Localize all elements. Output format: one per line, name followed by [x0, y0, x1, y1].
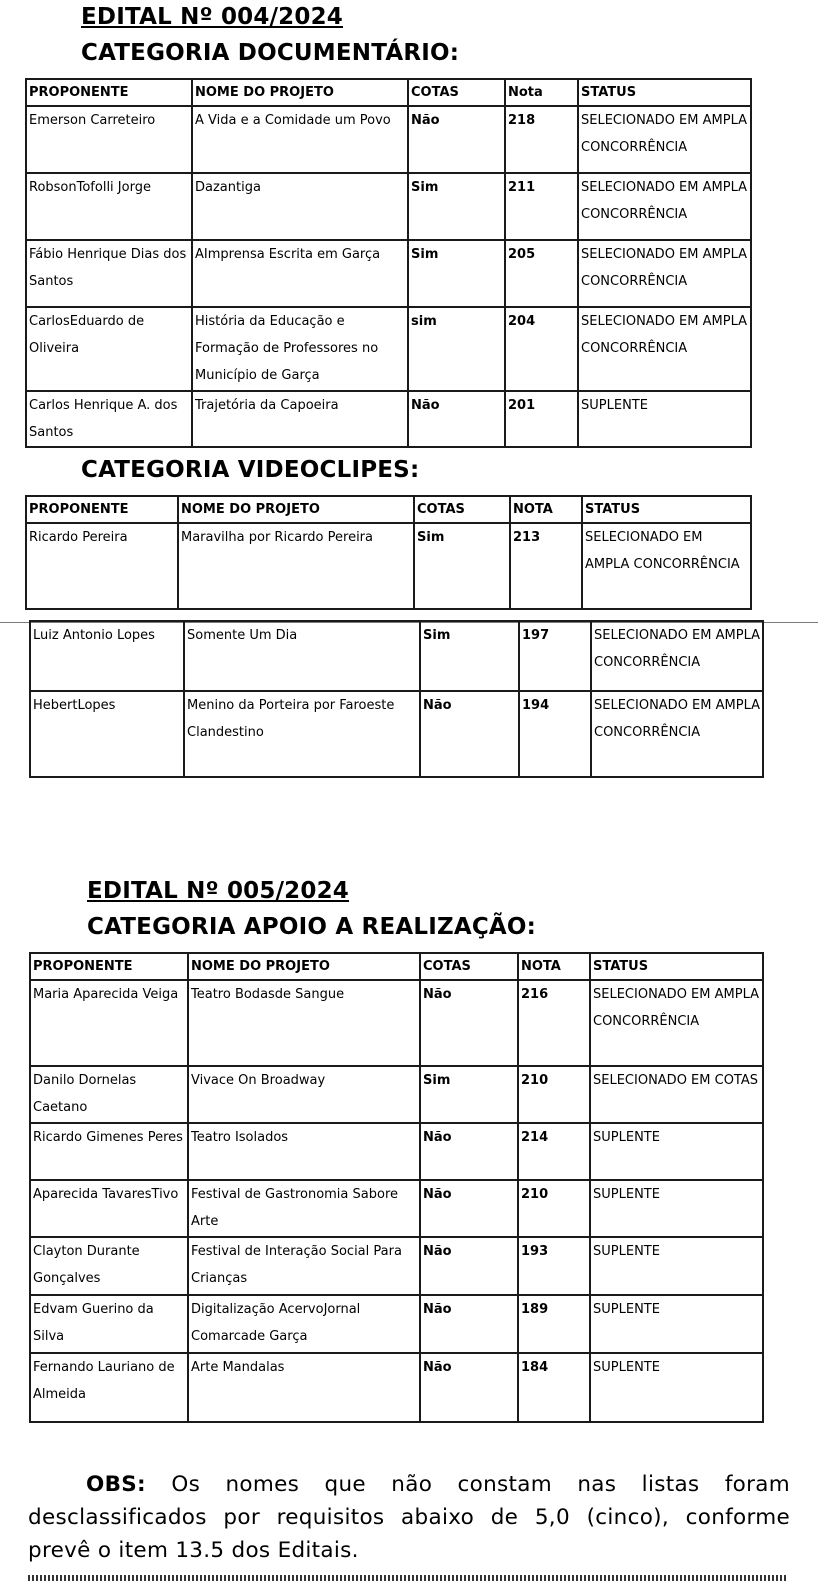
- table-row: [30, 1353, 763, 1422]
- cell-nota: 184: [518, 1353, 590, 1422]
- cell-nota: 211: [505, 173, 578, 240]
- cell-status: SELECIONADO EM AMPLA CONCORRÊNCIA: [591, 691, 763, 777]
- header-nome-do-projeto: NOME DO PROJETO: [192, 79, 408, 106]
- table-row: [30, 1066, 763, 1123]
- cell-projeto: A Vida e a Comidade um Povo: [192, 106, 408, 173]
- cell-nota: 194: [519, 691, 591, 777]
- obs-label: OBS:: [86, 1472, 146, 1497]
- dotted-rule: [28, 1575, 788, 1581]
- cell-proponente: HebertLopes: [30, 691, 184, 777]
- cell-status: SELECIONADO EM AMPLA CONCORRÊNCIA: [578, 173, 751, 240]
- cell-proponente: CarlosEduardo de Oliveira: [26, 307, 192, 391]
- table-header-row: [30, 953, 763, 980]
- cell-projeto: Festival de Interação Social Para Crianças: [188, 1237, 420, 1295]
- cell-projeto: Maravilha por Ricardo Pereira: [178, 523, 414, 609]
- header-status: STATUS: [578, 79, 751, 106]
- cell-proponente: Emerson Carreteiro: [26, 106, 192, 173]
- videoclipes-table-continued: [29, 620, 764, 778]
- table-row: [26, 240, 751, 307]
- header-nota: NOTA: [510, 496, 582, 523]
- cell-proponente: Aparecida TavaresTivo: [30, 1180, 188, 1237]
- cell-status: SELECIONADO EM AMPLA CONCORRÊNCIA: [590, 980, 763, 1066]
- cell-proponente: Fernando Lauriano de Almeida: [30, 1353, 188, 1422]
- cell-status: SELECIONADO EM AMPLA CONCORRÊNCIA: [591, 621, 763, 691]
- cell-status: SUPLENTE: [590, 1295, 763, 1353]
- category-videoclipes-heading: CATEGORIA VIDEOCLIPES:: [81, 457, 420, 483]
- cell-status: SUPLENTE: [590, 1237, 763, 1295]
- cell-cotas: Sim: [408, 240, 505, 307]
- cell-nota: 216: [518, 980, 590, 1066]
- table-row: [26, 391, 751, 447]
- edital-004-title: EDITAL Nº 004/2024: [81, 4, 343, 30]
- header-cotas: COTAS: [414, 496, 510, 523]
- table-row: [30, 980, 763, 1066]
- cell-projeto: Teatro Isolados: [188, 1123, 420, 1180]
- cell-proponente: Danilo Dornelas Caetano: [30, 1066, 188, 1123]
- header-proponente: PROPONENTE: [30, 953, 188, 980]
- obs-paragraph: [28, 1468, 790, 1567]
- table-row: [30, 621, 763, 691]
- cell-status: SUPLENTE: [590, 1180, 763, 1237]
- cell-projeto: Festival de Gastronomia Sabore Arte: [188, 1180, 420, 1237]
- header-proponente: PROPONENTE: [26, 496, 178, 523]
- header-status: STATUS: [590, 953, 763, 980]
- category-apoio-heading: CATEGORIA APOIO A REALIZAÇÃO:: [87, 914, 537, 940]
- cell-nota: 210: [518, 1180, 590, 1237]
- cell-nota: 218: [505, 106, 578, 173]
- cell-nota: 210: [518, 1066, 590, 1123]
- cell-projeto: Arte Mandalas: [188, 1353, 420, 1422]
- cell-cotas: Não: [420, 1237, 518, 1295]
- table-header-row: [26, 496, 751, 523]
- cell-status: SUPLENTE: [590, 1353, 763, 1422]
- cell-proponente: Clayton Durante Gonçalves: [30, 1237, 188, 1295]
- cell-projeto: AImprensa Escrita em Garça: [192, 240, 408, 307]
- cell-cotas: Não: [408, 106, 505, 173]
- header-cotas: COTAS: [408, 79, 505, 106]
- table-header-row: [26, 79, 751, 106]
- cell-cotas: Sim: [420, 621, 519, 691]
- edital-005-title: EDITAL Nº 005/2024: [87, 878, 349, 904]
- header-nota: Nota: [505, 79, 578, 106]
- table-row: [26, 106, 751, 173]
- cell-proponente: Edvam Guerino da Silva: [30, 1295, 188, 1353]
- header-cotas: COTAS: [420, 953, 518, 980]
- documentario-table: [25, 78, 752, 448]
- cell-status: SUPLENTE: [590, 1123, 763, 1180]
- table-row: [30, 691, 763, 777]
- cell-status: SELECIONADO EM AMPLA CONCORRÊNCIA: [578, 240, 751, 307]
- header-status: STATUS: [582, 496, 751, 523]
- header-nome-do-projeto: NOME DO PROJETO: [188, 953, 420, 980]
- cell-nota: 205: [505, 240, 578, 307]
- cell-status: SELECIONADO EM COTAS: [590, 1066, 763, 1123]
- table-row: [30, 1237, 763, 1295]
- cell-proponente: Ricardo Pereira: [26, 523, 178, 609]
- cell-cotas: Não: [420, 980, 518, 1066]
- cell-cotas: Sim: [414, 523, 510, 609]
- cell-nota: 197: [519, 621, 591, 691]
- cell-cotas: Sim: [420, 1066, 518, 1123]
- cell-proponente: Luiz Antonio Lopes: [30, 621, 184, 691]
- table-row: [26, 307, 751, 391]
- cell-projeto: Trajetória da Capoeira: [192, 391, 408, 447]
- header-proponente: PROPONENTE: [26, 79, 192, 106]
- cell-projeto: Somente Um Dia: [184, 621, 420, 691]
- cell-proponente: Fábio Henrique Dias dos Santos: [26, 240, 192, 307]
- header-nome-do-projeto: NOME DO PROJETO: [178, 496, 414, 523]
- table-row: [30, 1123, 763, 1180]
- cell-status: SELECIONADO EM AMPLA CONCORRÊNCIA: [578, 307, 751, 391]
- table-row: [30, 1180, 763, 1237]
- obs-text: Os nomes que não constam nas listas foram desclassificados por requisitos abaixo de 5,0 (cinco), conforme prevê o item 13.5 dos Editais.: [28, 1472, 790, 1563]
- cell-proponente: RobsonTofolli Jorge: [26, 173, 192, 240]
- cell-projeto: Vivace On Broadway: [188, 1066, 420, 1123]
- cell-cotas: sim: [408, 307, 505, 391]
- cell-nota: 214: [518, 1123, 590, 1180]
- cell-cotas: Não: [420, 1180, 518, 1237]
- videoclipes-table: [25, 495, 752, 610]
- cell-cotas: Não: [420, 691, 519, 777]
- cell-projeto: Teatro Bodasde Sangue: [188, 980, 420, 1066]
- cell-nota: 193: [518, 1237, 590, 1295]
- cell-nota: 213: [510, 523, 582, 609]
- apoio-realizacao-table: [29, 952, 764, 1423]
- cell-projeto: Menino da Porteira por Faroeste Clandestino: [184, 691, 420, 777]
- cell-cotas: Não: [420, 1353, 518, 1422]
- cell-projeto: Dazantiga: [192, 173, 408, 240]
- cell-cotas: Não: [408, 391, 505, 447]
- cell-nota: 201: [505, 391, 578, 447]
- cell-nota: 204: [505, 307, 578, 391]
- cell-proponente: Carlos Henrique A. dos Santos: [26, 391, 192, 447]
- cell-projeto: História da Educação e Formação de Professores no Município de Garça: [192, 307, 408, 391]
- table-row: [26, 173, 751, 240]
- cell-status: SELECIONADO EM AMPLA CONCORRÊNCIA: [578, 106, 751, 173]
- table-row: [30, 1295, 763, 1353]
- category-documentario-heading: CATEGORIA DOCUMENTÁRIO:: [81, 40, 460, 66]
- header-nota: NOTA: [518, 953, 590, 980]
- cell-status: SUPLENTE: [578, 391, 751, 447]
- cell-cotas: Sim: [408, 173, 505, 240]
- table-row: [26, 523, 751, 609]
- cell-proponente: Ricardo Gimenes Peres: [30, 1123, 188, 1180]
- cell-status: SELECIONADO EM AMPLA CONCORRÊNCIA: [582, 523, 751, 609]
- cell-cotas: Não: [420, 1295, 518, 1353]
- cell-projeto: Digitalização AcervoJornal Comarcade Garça: [188, 1295, 420, 1353]
- cell-proponente: Maria Aparecida Veiga: [30, 980, 188, 1066]
- cell-cotas: Não: [420, 1123, 518, 1180]
- cell-nota: 189: [518, 1295, 590, 1353]
